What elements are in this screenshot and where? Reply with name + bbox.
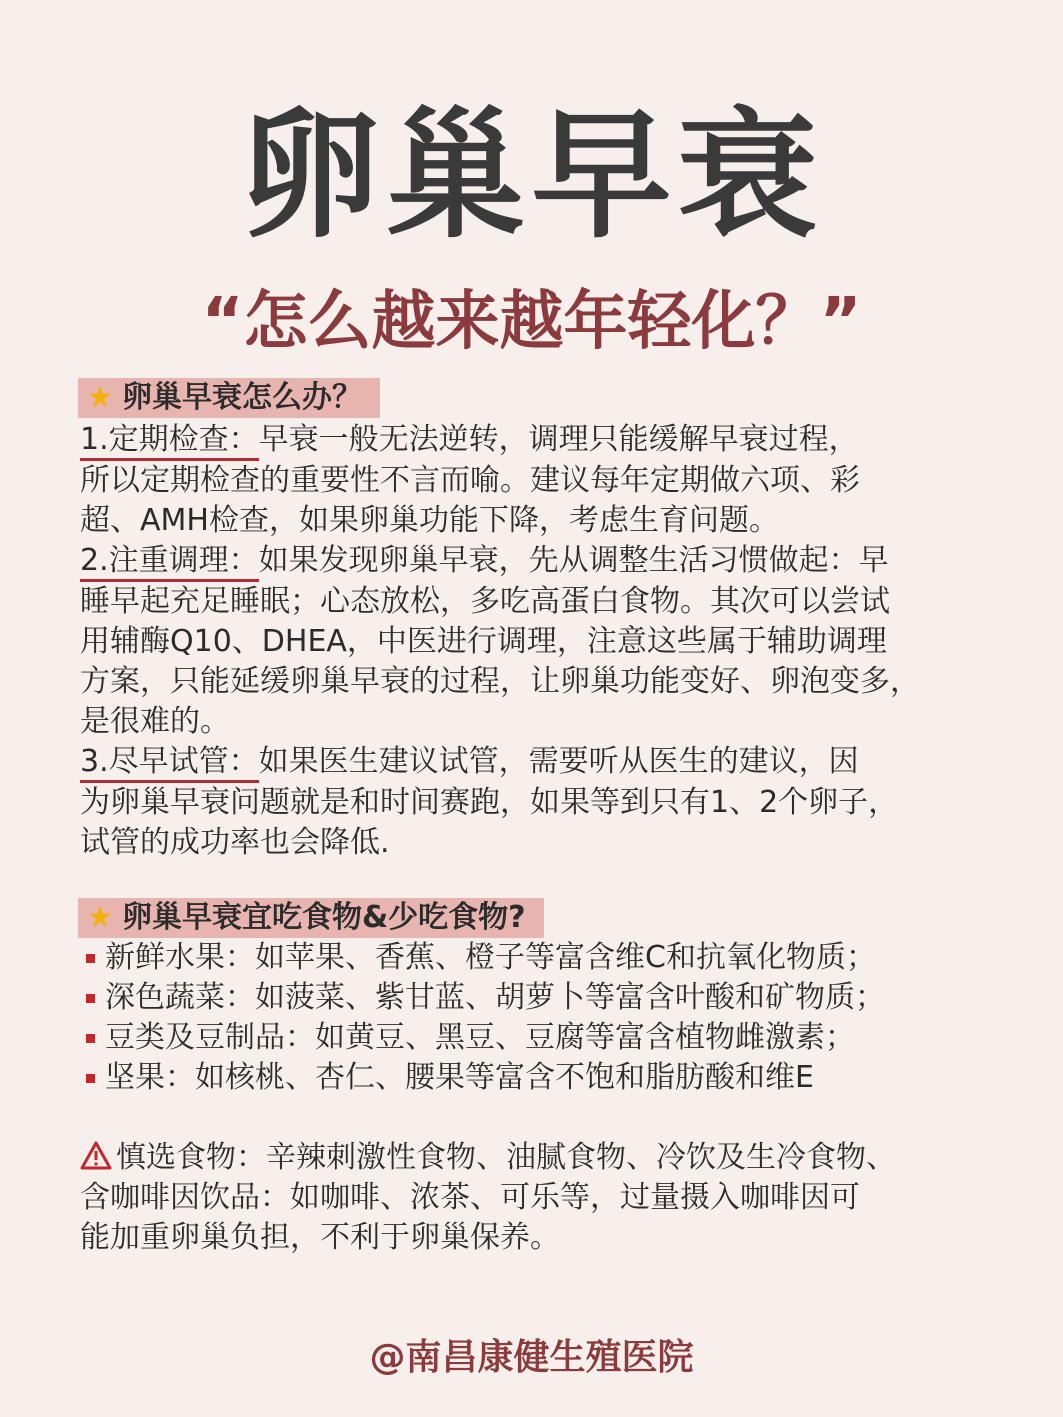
caution-text: 含咖啡因饮品：如咖啡、浓茶、可乐等，过量摄入咖啡因可 bbox=[80, 1180, 860, 1215]
bullet-text: 深色蔬菜：如菠菜、紫甘蓝、胡萝卜等富含叶酸和矿物质； bbox=[105, 980, 885, 1015]
item-text: 超、AMH检查，如果卵巢功能下降，考虑生育问题。 bbox=[80, 503, 779, 538]
list-item bbox=[80, 541, 1040, 742]
list-item bbox=[80, 420, 1040, 541]
item-text: 所以定期检查的重要性不言而喻。建议每年定期做六项、彩 bbox=[80, 463, 860, 498]
food-list bbox=[86, 938, 1046, 1098]
item-term: 2.注重调理： bbox=[80, 543, 259, 582]
star-icon: ★ bbox=[86, 900, 114, 935]
item-term: 1.定期检查： bbox=[80, 422, 259, 461]
section-heading-label: 卵巢早衰怎么办？ bbox=[122, 380, 362, 415]
item-term: 3.尽早试管： bbox=[80, 744, 259, 783]
section-heading-food bbox=[78, 898, 544, 938]
item-text: 睡早起充足睡眠；心态放松，多吃高蛋白食物。其次可以尝试 bbox=[80, 584, 890, 619]
bullet-text: 豆类及豆制品：如黄豆、黑豆、豆腐等富含植物雌激素； bbox=[105, 1020, 855, 1055]
list-item bbox=[86, 1058, 1046, 1098]
caution-text: 慎选食物：辛辣刺激性食物、油腻食物、冷饮及生冷食物、 bbox=[116, 1140, 896, 1175]
item-text: 用辅酶Q10、DHEA，中医进行调理，注意这些属于辅助调理 bbox=[80, 624, 887, 659]
item-text: 为卵巢早衰问题就是和时间赛跑，如果等到只有1、2个卵子， bbox=[80, 785, 899, 820]
bullet-square-icon bbox=[86, 994, 95, 1003]
item-text: 如果医生建议试管，需要听从医生的建议，因 bbox=[258, 744, 859, 779]
caution-text: 能加重卵巢负担，不利于卵巢保养。 bbox=[80, 1220, 560, 1255]
list-item bbox=[86, 1018, 1046, 1058]
item-text: 方案，只能延缓卵巢早衰的过程，让卵巢功能变好、卵泡变多， bbox=[80, 664, 920, 699]
footer-credit: @南昌康健生殖医院 bbox=[369, 1337, 694, 1378]
bullet-text: 坚果：如核桃、杏仁、腰果等富含不饱和脂肪酸和维E bbox=[105, 1060, 814, 1095]
warning-icon bbox=[80, 1141, 112, 1171]
section1-body bbox=[80, 420, 1040, 863]
item-text: 如果发现卵巢早衰，先从调整生活习惯做起：早 bbox=[258, 543, 889, 578]
page-title: 卵巢早衰 bbox=[239, 95, 824, 258]
item-text: 试管的成功率也会降低. bbox=[80, 825, 390, 860]
section-heading-label: 卵巢早衰宜吃食物&少吃食物? bbox=[122, 900, 526, 935]
item-text: 早衰一般无法逆转，调理只能缓解早衰过程， bbox=[258, 422, 859, 457]
star-icon: ★ bbox=[86, 380, 114, 415]
list-item bbox=[86, 938, 1046, 978]
item-text: 是很难的。 bbox=[80, 704, 230, 739]
list-item bbox=[80, 742, 1040, 863]
bullet-square-icon bbox=[86, 1034, 95, 1043]
caution-block bbox=[80, 1138, 1040, 1258]
bullet-square-icon bbox=[86, 954, 95, 963]
bullet-text: 新鲜水果：如苹果、香蕉、橙子等富含维C和抗氧化物质； bbox=[105, 940, 876, 975]
bullet-square-icon bbox=[86, 1074, 95, 1083]
list-item bbox=[86, 978, 1046, 1018]
page-subtitle: “怎么越来越年轻化？” bbox=[201, 285, 862, 359]
section-heading-what-to-do bbox=[78, 378, 380, 418]
